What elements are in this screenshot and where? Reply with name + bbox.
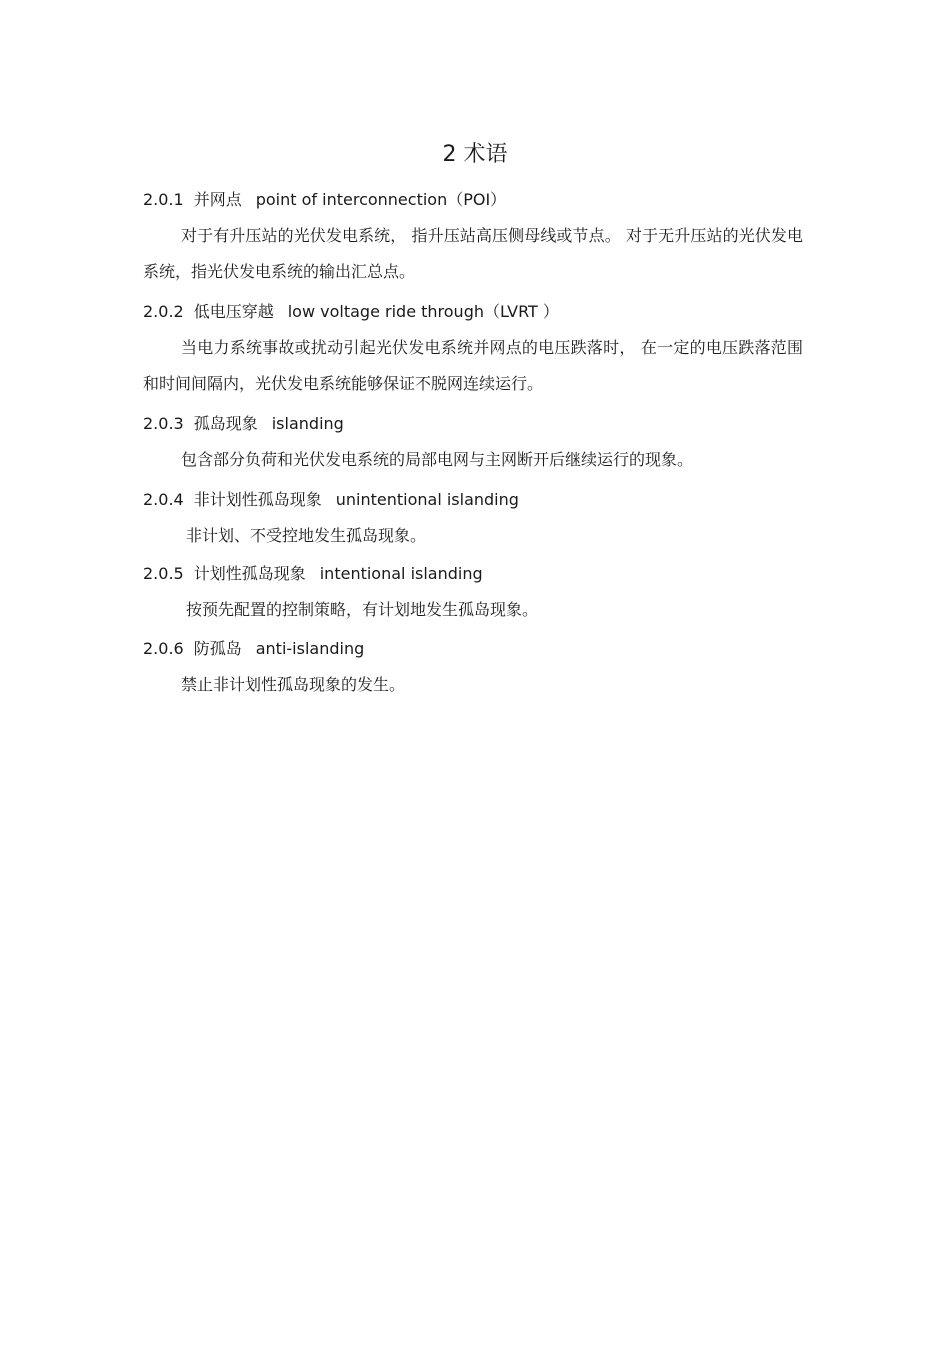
term-heading — [143, 563, 483, 585]
term-heading — [143, 189, 506, 211]
term-number: 2.0.4 — [143, 490, 184, 509]
term-chinese: 并网点 — [193, 190, 242, 209]
term-chinese: 非计划性孤岛现象 — [193, 490, 322, 509]
term-number: 2.0.5 — [143, 564, 184, 583]
term-definition: 非计划、不受控地发生孤岛现象。 — [186, 526, 427, 545]
term-heading — [143, 301, 559, 323]
section-title: 2 术语 — [442, 142, 508, 167]
term-number: 2.0.6 — [143, 639, 184, 658]
term-english: low voltage ride through（LVRT ） — [287, 302, 559, 321]
term-chinese: 计划性孤岛现象 — [193, 564, 306, 583]
term-english: islanding — [271, 414, 344, 433]
term-definition: 禁止非计划性孤岛现象的发生。 — [181, 675, 406, 694]
term-english: point of interconnection（POI） — [255, 190, 507, 209]
term-number: 2.0.1 — [143, 190, 184, 209]
term-definition: 包含部分负荷和光伏发电系统的局部电网与主网断开后继续运行的现象。 — [181, 450, 694, 469]
term-heading — [143, 489, 519, 511]
term-english: anti-islanding — [255, 639, 365, 658]
term-definition: 对于有升压站的光伏发电系统， 指升压站高压侧母线或节点。 对于无升压站的光伏发电系统，指光伏发电系统的输出汇总点。 — [143, 226, 803, 281]
term-english: intentional islanding — [319, 564, 483, 583]
term-number: 2.0.3 — [143, 414, 184, 433]
term-chinese: 孤岛现象 — [193, 414, 258, 433]
term-heading — [143, 413, 344, 435]
term-definition: 当电力系统事故或扰动引起光伏发电系统并网点的电压跌落时， 在一定的电压跌落范围和时间间隔内，光伏发电系统能够保证不脱网连续运行。 — [143, 338, 803, 393]
term-heading — [143, 638, 364, 660]
term-english: unintentional islanding — [335, 490, 519, 509]
term-definition: 按预先配置的控制策略，有计划地发生孤岛现象。 — [186, 600, 539, 619]
term-chinese: 低电压穿越 — [193, 302, 274, 321]
term-number: 2.0.2 — [143, 302, 184, 321]
term-chinese: 防孤岛 — [193, 639, 242, 658]
